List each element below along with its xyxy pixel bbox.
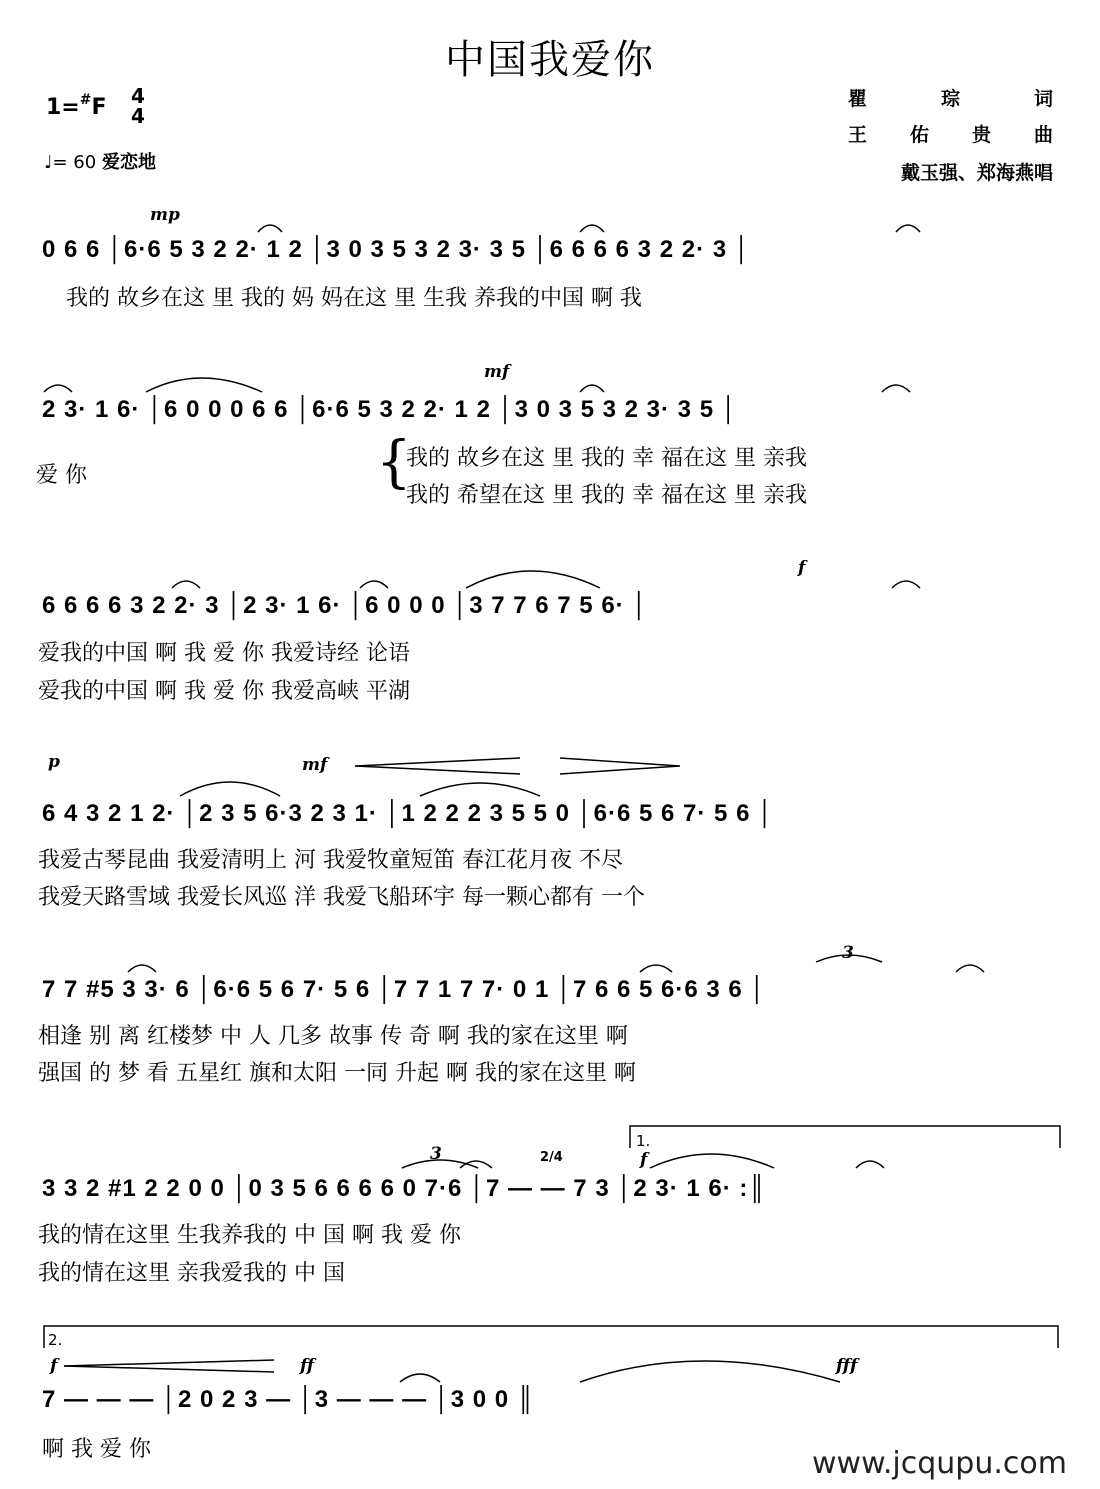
quarter-note-icon: ♩ <box>44 152 53 173</box>
slur <box>172 581 200 588</box>
lyrics-line-2-prefix: 爱 你 <box>36 463 87 488</box>
composer-credit: 王佑贵曲 <box>848 124 1053 146</box>
slur <box>956 965 984 972</box>
slur <box>896 225 920 232</box>
dynamic-mark: f <box>50 1356 58 1376</box>
slur <box>360 581 388 588</box>
dynamic-mark: mf <box>484 362 510 382</box>
key-sharp: # <box>79 92 92 108</box>
notation-line-7: 7 — — — │2 0 2 3 — │3 — — — │3 0 0 ║ <box>42 1386 535 1413</box>
notation-line-1: 0 6 6 │6·6 5 3 2 2· 1 2 │3 0 3 5 3 2 3· 3 5 │6 6 6 6 3 2 2· 3 │ <box>42 236 751 263</box>
watermark: www.jcqupu.com <box>812 1446 1067 1481</box>
slur <box>128 965 156 972</box>
dynamic-mark: mf <box>302 755 328 775</box>
slur <box>44 385 72 392</box>
dynamic-mark: mp <box>150 205 180 225</box>
lyricist-credit: 瞿琮词 <box>848 88 1053 110</box>
slur <box>258 225 282 232</box>
volta-bracket <box>44 1326 1058 1348</box>
tempo-style: 爱恋地 <box>101 152 156 173</box>
lyrics-line-3-verse-1: 爱我的中国 啊 我 爱 你 我爱诗经 论语 <box>38 641 410 666</box>
key-note: F <box>91 95 107 120</box>
volta-bracket <box>630 1126 1060 1148</box>
notation-line-3: 6 6 6 6 3 2 2· 3 │2 3· 1 6· │6 0 0 0 │3 7 7 6 7 5 6· │ <box>42 592 649 619</box>
hairpin <box>64 1360 274 1366</box>
dynamic-mark: fff <box>836 1356 858 1376</box>
slur <box>882 385 910 392</box>
slur <box>816 955 882 962</box>
slur <box>580 1361 840 1382</box>
lyrics-line-2-verse-2: 我的 希望在这 里 我的 幸 福在这 里 亲我 <box>406 483 807 508</box>
time-signature-top: 4 <box>131 84 145 108</box>
slur <box>640 965 672 972</box>
lyrics-line-1: 我的 故乡在这 里 我的 妈 妈在这 里 生我 养我的中国 啊 我 <box>66 286 642 311</box>
singer-credit: 戴玉强、郑海燕唱 <box>900 162 1053 184</box>
slur <box>466 571 600 588</box>
triplet-mark: 3 <box>842 943 854 963</box>
lyrics-line-5-verse-1: 相逢 别 离 红楼梦 中 人 几多 故事 传 奇 啊 我的家在这里 啊 <box>38 1024 628 1049</box>
triplet-mark: 3 <box>430 1144 442 1164</box>
dynamic-mark: f <box>640 1150 648 1170</box>
slur <box>650 1154 774 1168</box>
volta-2-label: 2. <box>48 1331 63 1349</box>
slur <box>892 581 920 588</box>
lyrics-line-5-verse-2: 强国 的 梦 看 五星红 旗和太阳 一同 升起 啊 我的家在这里 啊 <box>38 1061 636 1086</box>
slur <box>146 378 262 392</box>
hairpin <box>355 758 520 774</box>
slur <box>580 225 604 232</box>
hairpin <box>560 758 680 774</box>
notation-line-2: 2 3· 1 6· │6 0 0 0 6 6 │6·6 5 3 2 2· 1 2 │3 0 3 5 3 2 3· 3 5 │ <box>42 396 738 423</box>
lyrics-line-4-verse-1: 我爱古琴昆曲 我爱清明上 河 我爱牧童短笛 春江花月夜 不尽 <box>38 848 623 873</box>
lyrics-line-6-verse-1: 我的情在这里 生我养我的 中 国 啊 我 爱 你 <box>38 1223 461 1248</box>
time-signature-bottom: 4 <box>131 104 145 128</box>
dynamic-mark: ff <box>300 1356 315 1376</box>
notation-line-4: 6 4 3 2 1 2· │2 3 5 6·3 2 3 1· │1 2 2 2 3 5 5 0 │6·6 5 6 7· 5 6 │ <box>42 800 775 827</box>
slur <box>856 1161 884 1168</box>
volta-1-label: 1. <box>636 1132 651 1150</box>
slur <box>420 783 540 796</box>
verse-brace: { <box>376 430 412 495</box>
slur <box>180 782 280 796</box>
tempo-value: = 60 <box>52 152 97 173</box>
meter-change: 2/4 <box>540 1150 563 1165</box>
song-title: 中国我爱你 <box>445 37 655 83</box>
dynamic-mark: f <box>798 558 806 578</box>
notation-line-6: 3 3 2 #1 2 2 0 0 │0 3 5 6 6 6 6 0 7·6 │7 — — 7 3 │2 3· 1 6· :║ <box>42 1175 767 1202</box>
slur <box>400 1374 440 1382</box>
hairpin <box>64 1366 274 1372</box>
dynamic-mark: p <box>48 752 60 772</box>
lyrics-line-4-verse-2: 我爱天路雪域 我爱长风巡 洋 我爱飞船环宇 每一颗心都有 一个 <box>38 885 645 910</box>
lyrics-line-3-verse-2: 爱我的中国 啊 我 爱 你 我爱高峡 平湖 <box>38 679 410 704</box>
lyrics-line-6-verse-2: 我的情在这里 亲我爱我的 中 国 <box>38 1261 345 1286</box>
key-prefix: 1= <box>46 95 80 120</box>
lyrics-line-2-verse-1: 我的 故乡在这 里 我的 幸 福在这 里 亲我 <box>406 446 807 471</box>
lyrics-line-7: 啊 我 爱 你 <box>42 1437 151 1462</box>
slur <box>580 385 604 392</box>
notation-line-5: 7 7 #5 3 3· 6 │6·6 5 6 7· 5 6 │7 7 1 7 7· 0 1 │7 6 6 5 6·6 3 6 │ <box>42 976 767 1003</box>
